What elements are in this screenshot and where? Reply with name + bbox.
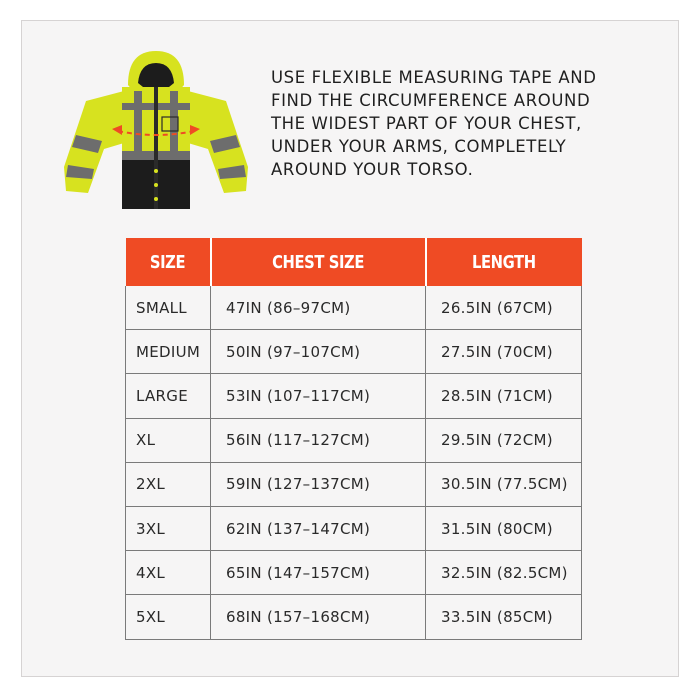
table-row [126,462,582,506]
length-cell: 31.5IN (80CM) [426,506,582,550]
size-cell: XL [126,418,211,462]
column-header-size: SIZE [126,238,211,286]
table-row [126,374,582,418]
measuring-instructions: USE FLEXIBLE MEASURING TAPE AND FIND THE CIRCUMFERENCE AROUND THE WIDEST PART OF YOUR CHEST, UNDER YOUR ARMS, COMPLETELY AROUND YOUR TORSO. [271,68,597,179]
table-row [126,595,582,639]
length-cell: 26.5IN (67CM) [426,286,582,330]
table-row [126,330,582,374]
table-row [126,551,582,595]
size-cell: MEDIUM [126,330,211,374]
chest-size-cell: 47IN (86–97CM) [211,286,426,330]
size-cell: LARGE [126,374,211,418]
length-cell: 27.5IN (70CM) [426,330,582,374]
table-header-row [126,238,582,286]
size-cell: 2XL [126,462,211,506]
size-chart-card [21,20,679,677]
table-row [126,506,582,550]
column-header-length: LENGTH [426,238,582,286]
length-cell: 30.5IN (77.5CM) [426,462,582,506]
hi-vis-jacket-icon [46,39,266,217]
length-cell: 28.5IN (71CM) [426,374,582,418]
table-row [126,418,582,462]
chest-size-cell: 56IN (117–127CM) [211,418,426,462]
table-row [126,286,582,330]
chest-size-cell: 62IN (137–147CM) [211,506,426,550]
size-cell: SMALL [126,286,211,330]
length-cell: 32.5IN (82.5CM) [426,551,582,595]
chest-size-cell: 53IN (107–117CM) [211,374,426,418]
size-cell: 3XL [126,506,211,550]
size-table [125,238,582,640]
length-cell: 33.5IN (85CM) [426,595,582,639]
size-cell: 4XL [126,551,211,595]
length-cell: 29.5IN (72CM) [426,418,582,462]
size-cell: 5XL [126,595,211,639]
chest-size-cell: 50IN (97–107CM) [211,330,426,374]
chest-size-cell: 68IN (157–168CM) [211,595,426,639]
column-header-chest-size: CHEST SIZE [211,238,426,286]
chest-size-cell: 65IN (147–157CM) [211,551,426,595]
chest-size-cell: 59IN (127–137CM) [211,462,426,506]
